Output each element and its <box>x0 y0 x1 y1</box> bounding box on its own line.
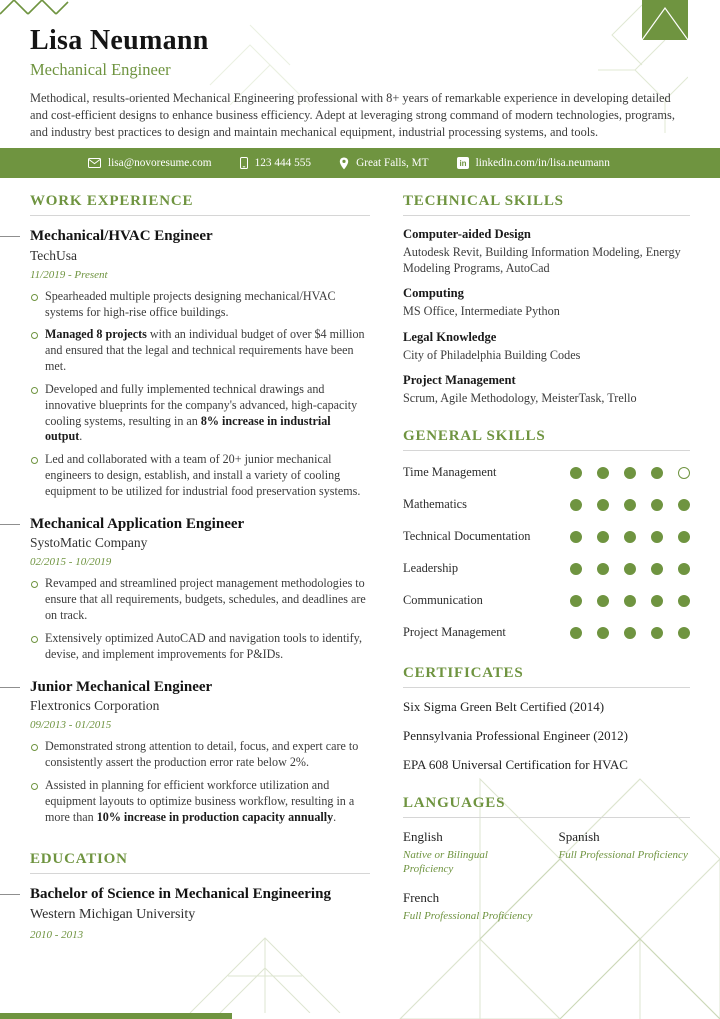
skill-dot-filled <box>651 531 663 543</box>
tech-skill-group <box>403 286 690 319</box>
education-school: Western Michigan University <box>30 907 196 923</box>
languages-heading: LANGUAGES <box>403 795 690 818</box>
skill-dot-filled <box>597 627 609 639</box>
bold-text: 10% increase in production capacity annually <box>96 809 334 824</box>
general-skills-section <box>403 428 690 643</box>
job-bullet: Developed and fully implemented technical drawings and innovative blueprints for the company's advanced, high-capacity cooling systems, resulting in an 8% increase in industrial output. <box>30 382 370 445</box>
skill-dot-filled <box>597 531 609 543</box>
certificates-heading: CERTIFICATES <box>403 665 690 688</box>
general-skill-row <box>403 590 690 611</box>
job-title: Mechanical/HVAC Engineer <box>30 227 370 246</box>
contact-item-email[interactable] <box>88 157 212 169</box>
email-icon <box>88 158 101 168</box>
skill-dot-filled <box>570 627 582 639</box>
skill-dot-filled <box>597 499 609 511</box>
job-dates: 09/2013 - 01/2015 <box>30 719 112 732</box>
skill-dot-filled <box>678 627 690 639</box>
technical-skills-heading: TECHNICAL SKILLS <box>403 193 690 216</box>
contact-item-location[interactable] <box>339 157 428 170</box>
job-bullet: Revamped and streamlined project management methodologies to ensure that all requirements, budgets, schedules, and deadlines are on track. <box>30 576 370 623</box>
certificates-list <box>403 699 690 773</box>
contact-item-linkedin[interactable] <box>457 157 610 169</box>
job-entry <box>30 515 370 663</box>
tech-skill-group <box>403 373 690 406</box>
education-heading: EDUCATION <box>30 851 370 874</box>
skill-dot-filled <box>678 595 690 607</box>
job-company: Flextronics Corporation <box>30 698 160 714</box>
bold-text: Managed 8 projects <box>45 327 147 342</box>
general-skill-row <box>403 622 690 643</box>
job-bullet: Extensively optimized AutoCAD and navigation tools to identify, devise, and implement improvements for P&IDs. <box>30 631 370 663</box>
skill-dot-filled <box>624 595 636 607</box>
skill-dots <box>570 531 690 543</box>
skill-dot-filled <box>570 595 582 607</box>
language-item <box>559 829 691 877</box>
skill-dots <box>570 595 690 607</box>
language-level: Native or Bilingual Proficiency <box>403 849 488 876</box>
skill-dot-filled <box>651 467 663 479</box>
contact-text: linkedin.com/in/lisa.neumann <box>475 157 610 169</box>
job-bullet: Spearheaded multiple projects designing mechanical/HVAC systems for high-rise office buildings. <box>30 289 370 321</box>
language-level: Full Professional Proficiency <box>558 849 688 862</box>
languages-section <box>403 795 690 923</box>
general-skill-label: Time Management <box>403 465 497 480</box>
tech-skill-details: Autodesk Revit, Building Information Modeling, Energy Modeling Programs, AutoCad <box>403 245 681 276</box>
language-item <box>403 829 535 877</box>
certificate-item: Pennsylvania Professional Engineer (2012) <box>403 728 628 744</box>
bottom-accent-bar <box>0 1013 232 1019</box>
skill-dot-empty <box>678 467 690 479</box>
contact-text: lisa@novoresume.com <box>108 157 212 169</box>
skill-dot-filled <box>624 563 636 575</box>
job-bullet: Assisted in planning for efficient workforce utilization and equipment layouts to optimize business workflow, resulting in a more than 10% increase in production capacity annually. <box>30 778 370 825</box>
contact-item-phone[interactable] <box>240 157 311 169</box>
job-title: Mechanical Application Engineer <box>30 515 370 534</box>
languages-list <box>403 829 690 923</box>
job-company: SystoMatic Company <box>30 535 148 551</box>
contact-text: Great Falls, MT <box>356 157 429 169</box>
skill-dot-filled <box>651 499 663 511</box>
language-level: Full Professional Proficiency <box>403 909 533 922</box>
tech-skill-details: Scrum, Agile Methodology, MeisterTask, Trello <box>403 390 637 405</box>
skill-dot-filled <box>651 627 663 639</box>
tech-skill-name: Project Management <box>403 372 516 387</box>
job-entry <box>30 678 370 826</box>
tech-skill-details: City of Philadelphia Building Codes <box>403 347 581 362</box>
education-section <box>30 851 370 941</box>
general-skill-label: Technical Documentation <box>403 529 531 544</box>
education-degree: Bachelor of Science in Mechanical Engineering <box>30 885 370 904</box>
skill-dot-filled <box>624 531 636 543</box>
job-bullet: Managed 8 projects with an individual budget of over $4 million and ensured that the legal and technical requirements have been met. <box>30 327 370 374</box>
work-experience-heading: WORK EXPERIENCE <box>30 193 370 216</box>
tech-skill-group <box>403 227 690 276</box>
skill-dot-filled <box>651 563 663 575</box>
skill-dot-filled <box>570 531 582 543</box>
skill-dot-filled <box>597 467 609 479</box>
right-column <box>403 193 690 941</box>
linkedin-icon <box>457 157 469 169</box>
certificates-section <box>403 665 690 773</box>
work-experience-section <box>30 193 370 825</box>
job-bullet: Led and collaborated with a team of 20+ junior mechanical engineers to design, establish, and install a variety of cooling equipment to be utilized for industrial food preservation systems. <box>30 452 370 499</box>
certificate-item: EPA 608 Universal Certification for HVAC <box>403 757 628 773</box>
skill-dot-filled <box>678 563 690 575</box>
tech-skill-group <box>403 330 690 363</box>
tech-skill-details: MS Office, Intermediate Python <box>403 304 560 319</box>
person-title: Mechanical Engineer <box>30 59 171 79</box>
job-company: TechUsa <box>30 247 78 263</box>
general-skills-heading: GENERAL SKILLS <box>403 428 690 451</box>
general-skill-row <box>403 526 690 547</box>
tech-skill-name: Legal Knowledge <box>403 329 497 344</box>
general-skill-label: Project Management <box>403 625 506 640</box>
job-bullets <box>30 289 370 500</box>
skill-dots <box>570 563 690 575</box>
job-entry <box>30 227 370 500</box>
skill-dots <box>570 467 690 479</box>
skill-dot-filled <box>678 531 690 543</box>
technical-skills-list <box>403 227 690 406</box>
general-skill-label: Communication <box>403 593 483 608</box>
skill-dot-filled <box>570 467 582 479</box>
skill-dot-filled <box>570 499 582 511</box>
language-name: Spanish <box>558 829 600 845</box>
skill-dot-filled <box>678 499 690 511</box>
bold-text: 8% increase in industrial output <box>45 413 331 444</box>
general-skill-label: Mathematics <box>403 497 467 512</box>
main-columns <box>30 193 690 941</box>
job-title: Junior Mechanical Engineer <box>30 678 370 697</box>
header <box>0 0 720 141</box>
skill-dot-filled <box>597 595 609 607</box>
contact-bar <box>0 148 720 178</box>
left-column <box>30 193 370 941</box>
job-bullets <box>30 576 370 662</box>
skill-dot-filled <box>624 627 636 639</box>
general-skill-row <box>403 558 690 579</box>
education-dates: 2010 - 2013 <box>30 929 84 942</box>
technical-skills-section <box>403 193 690 406</box>
language-item <box>403 890 535 923</box>
general-skill-row <box>403 462 690 483</box>
general-skill-label: Leadership <box>403 561 459 576</box>
skill-dots <box>570 627 690 639</box>
language-name: English <box>403 829 443 845</box>
general-skill-row <box>403 494 690 515</box>
job-dates: 11/2019 - Present <box>30 268 108 281</box>
job-bullet: Demonstrated strong attention to detail, focus, and expert care to consistently assert the production error rate below 2%. <box>30 739 370 771</box>
phone-icon <box>240 157 248 169</box>
tech-skill-name: Computing <box>403 286 464 301</box>
summary-text: Methodical, results-oriented Mechanical Engineering professional with 8+ years of remarkable experience in developing detailed and cost-efficient designs to enhance business efficiency. Adept at leveraging strong command of modern technologies, programs, and industry best practices to design and maintain mechanical equipment, industrial processing systems, and tools. <box>30 90 675 140</box>
person-name: Lisa Neumann <box>30 25 209 56</box>
skill-dot-filled <box>624 467 636 479</box>
skill-dots <box>570 499 690 511</box>
certificate-item: Six Sigma Green Belt Certified (2014) <box>403 699 605 715</box>
job-bullets <box>30 739 370 825</box>
svg-text:in: in <box>459 159 467 169</box>
tech-skill-name: Computer-aided Design <box>403 227 531 241</box>
skill-dot-filled <box>624 499 636 511</box>
job-list <box>30 227 370 825</box>
contact-text: 123 444 555 <box>254 157 312 169</box>
location-icon <box>339 157 349 170</box>
skill-dot-filled <box>570 563 582 575</box>
skill-dot-filled <box>597 563 609 575</box>
job-dates: 02/2015 - 10/2019 <box>30 556 112 569</box>
general-skills-list <box>403 462 690 643</box>
skill-dot-filled <box>651 595 663 607</box>
language-name: French <box>403 889 440 905</box>
